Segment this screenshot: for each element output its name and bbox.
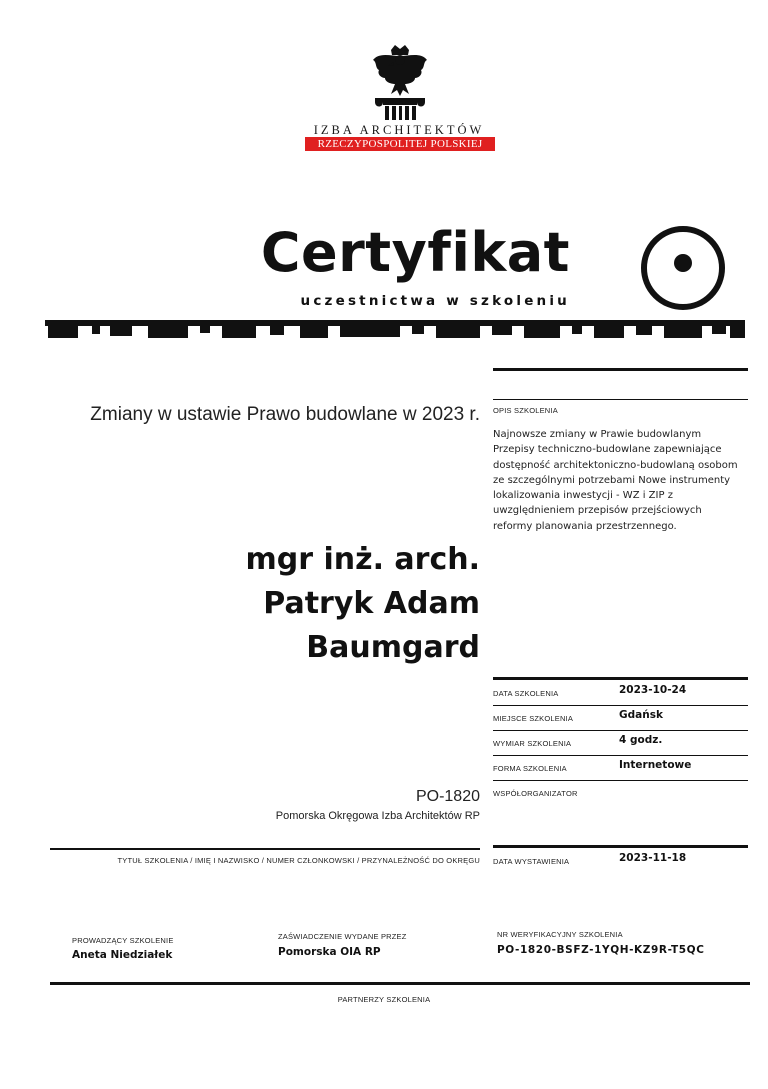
decorative-bar-rule xyxy=(0,316,768,340)
detail-label: WYMIAR SZKOLENIA xyxy=(493,739,572,748)
issued-by-value: Pomorska OIA RP xyxy=(278,946,381,958)
certificate-title: Certyfikat xyxy=(260,221,570,284)
org-name-line1: IZBA ARCHITEKTÓW xyxy=(313,123,485,137)
participant-first-names: Patryk Adam xyxy=(263,586,480,621)
lead-value: Aneta Niedziałek xyxy=(72,949,173,961)
partners-label: PARTNERZY SZKOLENIA xyxy=(337,995,431,1004)
issue-date-label: DATA WYSTAWIENIA xyxy=(493,857,570,866)
bottom-divider xyxy=(50,982,750,985)
training-title: Zmiany w ustawie Prawo budowlane w 2023 r. xyxy=(90,404,480,425)
detail-row-coorganizer xyxy=(493,781,748,805)
member-number: PO-1820 xyxy=(415,788,480,805)
left-fields-caption: TYTUŁ SZKOLENIA / IMIĘ I NAZWISKO / NUMER CZŁONKOWSKI / PRZYNALEŻNOŚĆ DO OKRĘGU xyxy=(117,856,480,865)
left-divider xyxy=(50,848,480,850)
regional-chamber: Pomorska Okręgowa Izba Architektów RP xyxy=(275,810,480,822)
description-text: Najnowsze zmiany w Prawie budowlanym Przepisy techniczno-budowlane zapewniające dostępność architektoniczno-budowlaną osobom ze szczególnymi potrzebami Nowe instrumenty lokalizowania inwestycji - WZ i ZIP z uwzględnieniem przepisów przejściowych reformy planowania przestrzennego. xyxy=(493,429,738,532)
target-circle-icon xyxy=(638,223,728,313)
detail-row-place xyxy=(493,706,748,730)
detail-value: Gdańsk xyxy=(619,709,663,721)
detail-value: 2023-10-24 xyxy=(619,684,687,696)
detail-row-form xyxy=(493,756,748,780)
detail-row-duration xyxy=(493,731,748,755)
participant-surname: Baumgard xyxy=(306,630,480,665)
participant-name-block xyxy=(140,538,480,670)
issue-top-rule xyxy=(493,845,748,848)
detail-label: MIEJSCE SZKOLENIA xyxy=(493,714,574,723)
description-label-rule xyxy=(493,399,748,400)
verification-label: NR WERYFIKACYJNY SZKOLENIA xyxy=(497,930,623,939)
issued-by-label: ZAŚWIADCZENIE WYDANE PRZEZ xyxy=(278,932,407,941)
details-top-rule xyxy=(493,677,748,680)
participant-degree: mgr inż. arch. xyxy=(245,542,480,577)
detail-label: WSPÓŁORGANIZATOR xyxy=(493,789,578,798)
description-label: OPIS SZKOLENIA xyxy=(493,406,558,415)
eagle-emblem-icon xyxy=(369,44,431,122)
detail-row-date xyxy=(493,681,748,705)
org-name-line2-banner: RZECZYPOSPOLITEJ POLSKIEJ xyxy=(305,137,495,151)
verification-number: PO-1820-BSFZ-1YQH-KZ9R-T5QC xyxy=(497,944,705,956)
certificate-subtitle: uczestnictwa w szkoleniu xyxy=(300,293,570,309)
description-top-rule xyxy=(493,368,748,371)
detail-label: DATA SZKOLENIA xyxy=(493,689,559,698)
detail-label: FORMA SZKOLENIA xyxy=(493,764,567,773)
lead-label: PROWADZĄCY SZKOLENIE xyxy=(72,936,174,945)
detail-value: Internetowe xyxy=(619,759,692,771)
issue-date-value: 2023-11-18 xyxy=(619,852,687,864)
issue-date-row xyxy=(493,849,748,873)
detail-value: 4 godz. xyxy=(619,734,663,746)
